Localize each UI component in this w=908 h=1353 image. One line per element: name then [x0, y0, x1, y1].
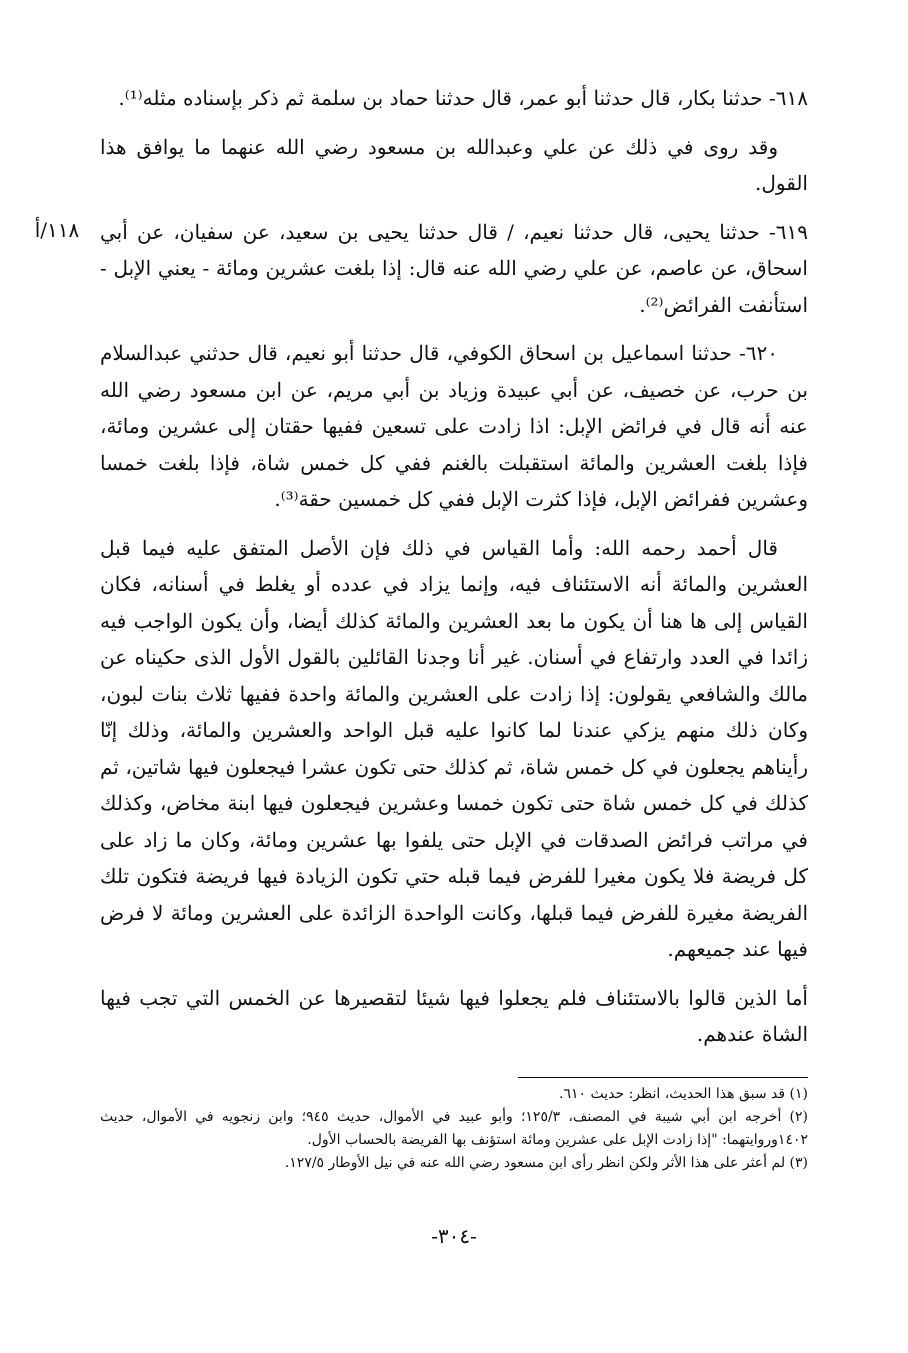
footnote-1: (١) قد سبق هذا الحديث، انظر: حديث ٦١٠. — [559, 1086, 808, 1102]
paragraph-hadith-620: ٦٢٠- حدثنا اسماعيل بن اسحاق الكوفي، قال حدثنا أبو نعيم، قال حدثني عبدالسلام بن حرب، عن خصيف، عن أبي عبيدة وزياد بن أبي مريم، عن ابن مسعود رضي الله عنه أنه قال في فرائض الإبل: اذا زادت على تسعين ففيها حقتان إلى عشرين ومائة، فإذا بلغت العشرين والمائة استقبلت بالغنم ففي كل خمس شاة، فإذا بلغت خمسا وعشرين ففرائض الإبل، فإذا كثرت الإبل ففي كل خمسين حقة⁽³⁾. — [100, 341, 808, 511]
paragraph-conclusion: أما الذين قالوا بالاستئناف فلم يجعلوا فيها شيئا لتقصيرها عن الخمس التي تجب فيها الشاة عندهم. — [100, 985, 808, 1046]
main-text — [100, 80, 808, 1065]
folio-marker: ١١٨/أ — [34, 218, 80, 242]
page-number: -٣٠٤- — [431, 1224, 477, 1248]
paragraph-hadith-618: ٦١٨- حدثنا بكار، قال حدثنا أبو عمر، قال حدثنا حماد بن سلمة ثم ذكر بإسناده مثله⁽¹⁾. — [118, 86, 808, 110]
footnote-2: (٢) أخرجه ابن أبي شيبة في المصنف، ١٢٥/٣؛ وأبو عبيد في الأموال، حديث ٩٤٥؛ وابن زنجويه في الأموال، حديث ١٤٠٢وروايتهما: "إذا زادت الإبل على عشرين ومائة استؤنف بها الفريضة بالحساب الأول. — [100, 1109, 808, 1148]
footnotes — [100, 1083, 808, 1175]
footnote-3: (٣) لم أعثر على هذا الأثر ولكن انظر رأى ابن مسعود رضي الله عنه في نيل الأوطار ١٢٧/٥. — [284, 1155, 808, 1171]
paragraph-commentary: قال أحمد رحمه الله: وأما القياس في ذلك فإن الأصل المتفق عليه فيما قبل العشرين والمائة أنه الاستئناف فيه، وإنما يزاد في عدده أو يغلط في أسنانه، فكان القياس إلى ها هنا أن يكون ما بعد العشرين والمائة كذلك أيضا، وأن يكون الواجب فيه زائدا في العدد وارتفاع في أسنان. غير أنا وجدنا القائلين بالقول الأول الذى حكيناه عن مالك والشافعي يقولون: إذا زادت على العشرين والمائة واحدة ففيها ثلاث بنات لبون، وكان ذلك منهم يزكي عندنا لما كانوا عليه قبل الواحد والعشرين والمائة، وذلك إنّا رأيناهم يجعلون في كل خمس شاة، ثم كذلك حتى تكون عشرا فيجعلون فيها شاتين، ثم كذلك في كل خمس شاة حتى تكون خمسا وعشرين فيجعلون فيها ابنة مخاض، وكذلك في مراتب فرائض الصدقات في الإبل حتى يلفوا بها عشرين ومائة، وكان ما زاد على كل فريضة فلا يكون مغيرا للفرض فيما قبله حتي تكون الزيادة فيها فريضة فتكون تلك الفريضة مغيرة للفرض فيما قبلها، وكانت الواحدة الزائدة على العشرين ومائة لا فرض فيها عند جميعهم. — [100, 535, 808, 961]
footnote-separator — [518, 1077, 808, 1078]
paragraph-hadith-619: ٦١٩- حدثنا يحيى، قال حدثنا نعيم، / قال حدثنا يحيى بن سعيد، عن سفيان، عن أبي اسحاق، عن عاصم، عن علي رضي الله عنه قال: إذا بلغت عشرين ومائة - يعني الإبل - استأنفت الفرائض⁽²⁾. — [100, 219, 808, 317]
paragraph-narration-note: وقد روى في ذلك عن علي وعبدالله بن مسعود رضي الله عنهما ما يوافق هذا القول. — [100, 134, 808, 195]
